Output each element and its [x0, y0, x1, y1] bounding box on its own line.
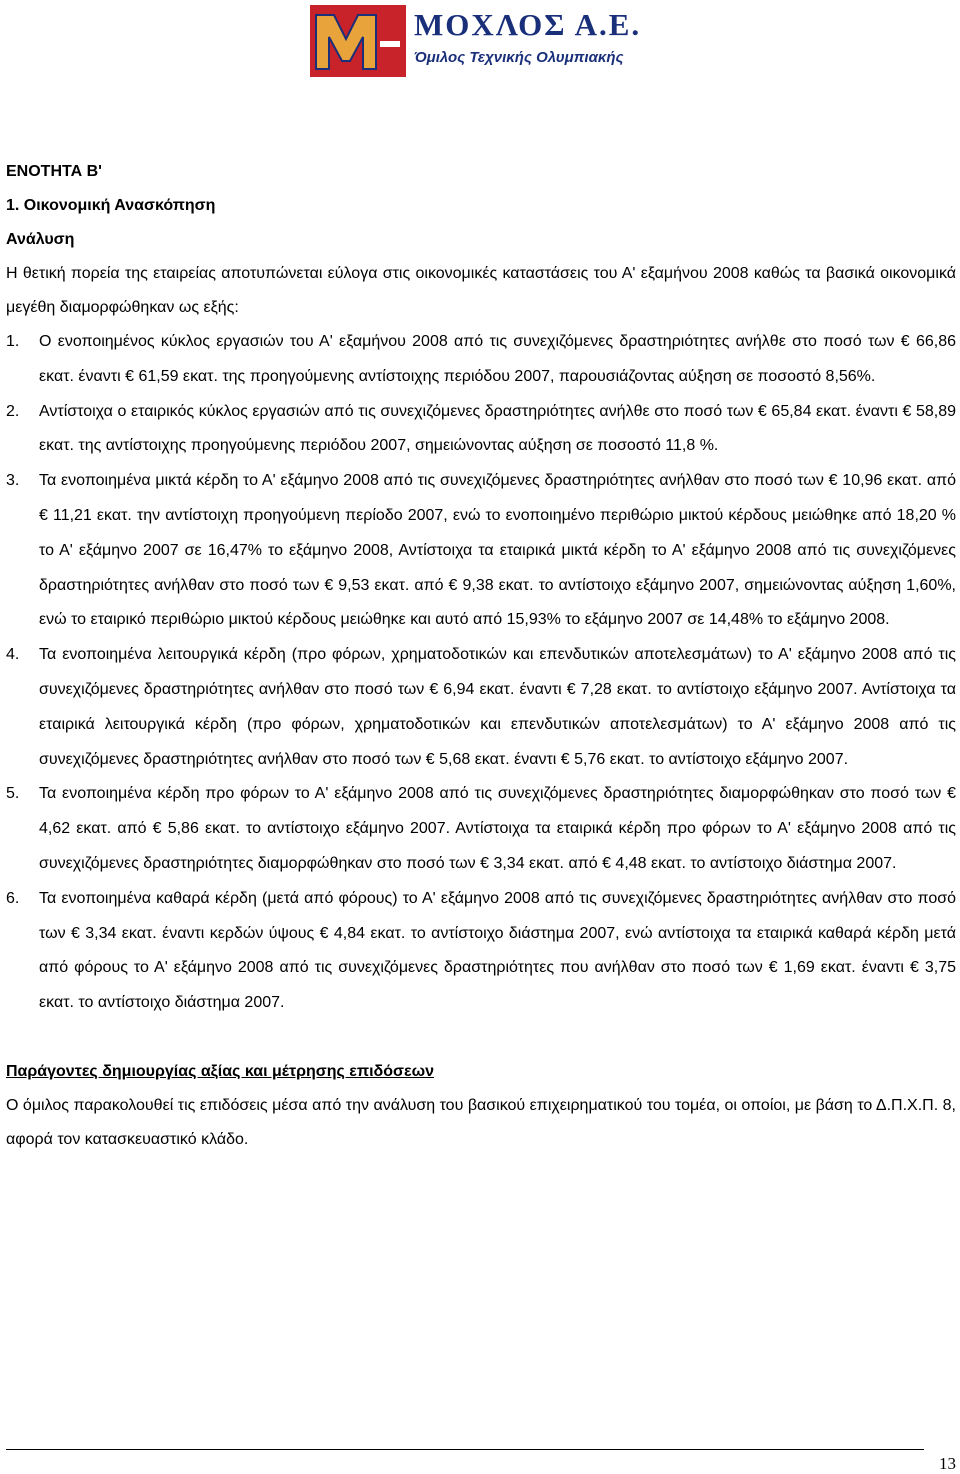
- intro-paragraph: Η θετική πορεία της εταιρείας αποτυπώνεται εύλογα στις οικονομικές καταστάσεις του Α' εξαμήνου 2008 καθώς τα βασικά οικονομικά μεγέθη διαμορφώθηκαν ως εξής:: [6, 265, 956, 316]
- list-item-number: 2.: [6, 402, 20, 420]
- list-item-text: Αντίστοιχα ο εταιρικός κύκλος εργασιών από τις συνεχιζόμενες δραστηριότητες ανήλθε στο ποσό των € 65,84 εκατ. έναντι € 58,89 εκατ. της αντίστοιχης προηγούμενης περιόδου 2007, σημειώνοντας αύξηση σε ποσοστό 11,8 %.: [39, 402, 956, 455]
- list-item: [6, 638, 956, 777]
- company-name: ΜΟΧΛΟΣ Α.Ε.: [414, 7, 642, 42]
- list-item-text: Τα ενοποιημένα κέρδη προ φόρων το Α' εξάμηνο 2008 από τις συνεχιζόμενες δραστηριότητες διαμορφώθηκαν στο ποσό των € 4,62 εκατ. από € 5,86 εκατ. το αντίστοιχο εξάμηνο 2007. Αντίστοιχα τα εταιρικά κέρδη προ φόρων το Α' εξάμηνο 2008 από τις συνεχιζόμενες δραστηριότητες διαμορφώθηκαν στο ποσό των € 3,34 εκατ. από € 4,48 εκατ. το αντίστοιχο διάστημα 2007.: [39, 785, 956, 872]
- list-item-number: 4.: [6, 646, 20, 664]
- value-creation-paragraph: Ο όμιλος παρακολουθεί τις επιδόσεις μέσα από την ανάλυση του βασικού επιχειρηματικού του τομέα, οι οποίοι, με βάση το Δ.Π.Χ.Π. 8, αφορά τον κατασκευαστικό κλάδο.: [6, 1096, 956, 1148]
- list-item: [6, 325, 956, 395]
- list-item: [6, 464, 956, 638]
- list-item-text: Τα ενοποιημένα μικτά κέρδη το Α' εξάμηνο 2008 από τις συνεχιζόμενες δραστηριότητες ανήλθαν στο ποσό των € 10,96 εκατ. από € 11,21 εκατ. την αντίστοιχη προηγούμενη περίοδο 2007, ενώ το ενοποιημένο περιθώριο μικτού κέρδους μειώθηκε από 18,20 % το Α' εξάμηνο 2007 σε 16,47% το εξάμηνο 2008, Αντίστοιχα τα εταιρικά μικτά κέρδη το Α' εξάμηνο 2008 από τις συνεχιζόμενες δραστηριότητες ανήλθαν στο ποσό των € 9,53 εκατ. από € 9,38 εκατ. το αντίστοιχο εξάμηνο 2007, σημειώνοντας αύξηση 1,60%, ενώ το εταιρικό περιθώριο μικτού κέρδους μειώθηκε και αυτό από 15,93% το εξάμηνο 2007 σε 14,48% το εξάμηνο 2008.: [39, 472, 956, 629]
- group-name: Όμιλος Τεχνικής Ολυμπιακής: [414, 49, 624, 66]
- list-item-text: Τα ενοποιημένα λειτουργικά κέρδη (προ φόρων, χρηματοδοτικών και επενδυτικών αποτελεσμάτων) το Α' εξάμηνο 2008 από τις συνεχιζόμενες δραστηριότητες ανήλθαν στο ποσό των € 6,94 εκατ. έναντι € 7,28 εκατ. το αντίστοιχο εξάμηνο 2007. Αντίστοιχα τα εταιρικά λειτουργικά κέρδη (προ φόρων, χρηματοδοτικών και επενδυτικών αποτελεσμάτων) το Α' εξάμηνο 2008 από τις συνεχιζόμενες δραστηριότητες ανήλθαν στο ποσό των € 5,68 εκατ. έναντι € 5,76 εκατ. το αντίστοιχο εξάμηνο 2007.: [39, 646, 956, 768]
- list-item-number: 3.: [6, 472, 20, 490]
- financial-results-list: [6, 325, 956, 1021]
- footer-divider: [6, 1449, 924, 1450]
- list-item-number: 1.: [6, 333, 20, 350]
- list-item-number: 6.: [6, 889, 20, 907]
- list-item: [6, 882, 956, 1021]
- page-number: 13: [939, 1454, 956, 1473]
- section-subtitle: 1. Οικονομική Ανασκόπηση: [6, 197, 216, 214]
- analysis-heading: Ανάλυση: [6, 231, 75, 248]
- document-header: [310, 5, 660, 77]
- document-body: [6, 155, 956, 1157]
- section-spacer: [6, 1021, 956, 1055]
- mochlos-logo-icon: [310, 5, 406, 77]
- list-item: [6, 395, 956, 465]
- list-item-number: 5.: [6, 785, 20, 803]
- list-item-text: Ο ενοποιημένος κύκλος εργασιών του Α' εξαμήνου 2008 από τις συνεχιζόμενες δραστηριότητες ανήλθε στο ποσό των € 66,86 εκατ. έναντι € 61,59 εκατ. της προηγούμενης αντίστοιχης περιόδου 2007, παρουσιάζοντας αύξηση σε ποσοστό 8,56%.: [39, 333, 956, 385]
- list-item-text: Τα ενοποιημένα καθαρά κέρδη (μετά από φόρους) το Α' εξάμηνο 2008 από τις συνεχιζόμενες δραστηριότητες ανήλθαν στο ποσό των € 3,34 εκατ. έναντι κερδών ύψους € 4,84 εκατ. το αντίστοιχο διάστημα 2007, ενώ αντίστοιχα τα εταιρικά καθαρά κέρδη μετά από φόρους το Α' εξάμηνο 2008 από τις συνεχιζόμενες δραστηριότητες που ανήλθαν στο ποσό των € 1,69 εκατ. έναντι € 3,75 εκατ. το αντίστοιχο διάστημα 2007.: [39, 889, 956, 1012]
- list-item: [6, 777, 956, 881]
- section-title: ΕΝΟΤΗΤΑ Β': [6, 163, 102, 180]
- company-logo-mark: [310, 5, 406, 77]
- value-creation-heading: Παράγοντες δημιουργίας αξίας και μέτρησης επιδόσεων: [6, 1062, 434, 1080]
